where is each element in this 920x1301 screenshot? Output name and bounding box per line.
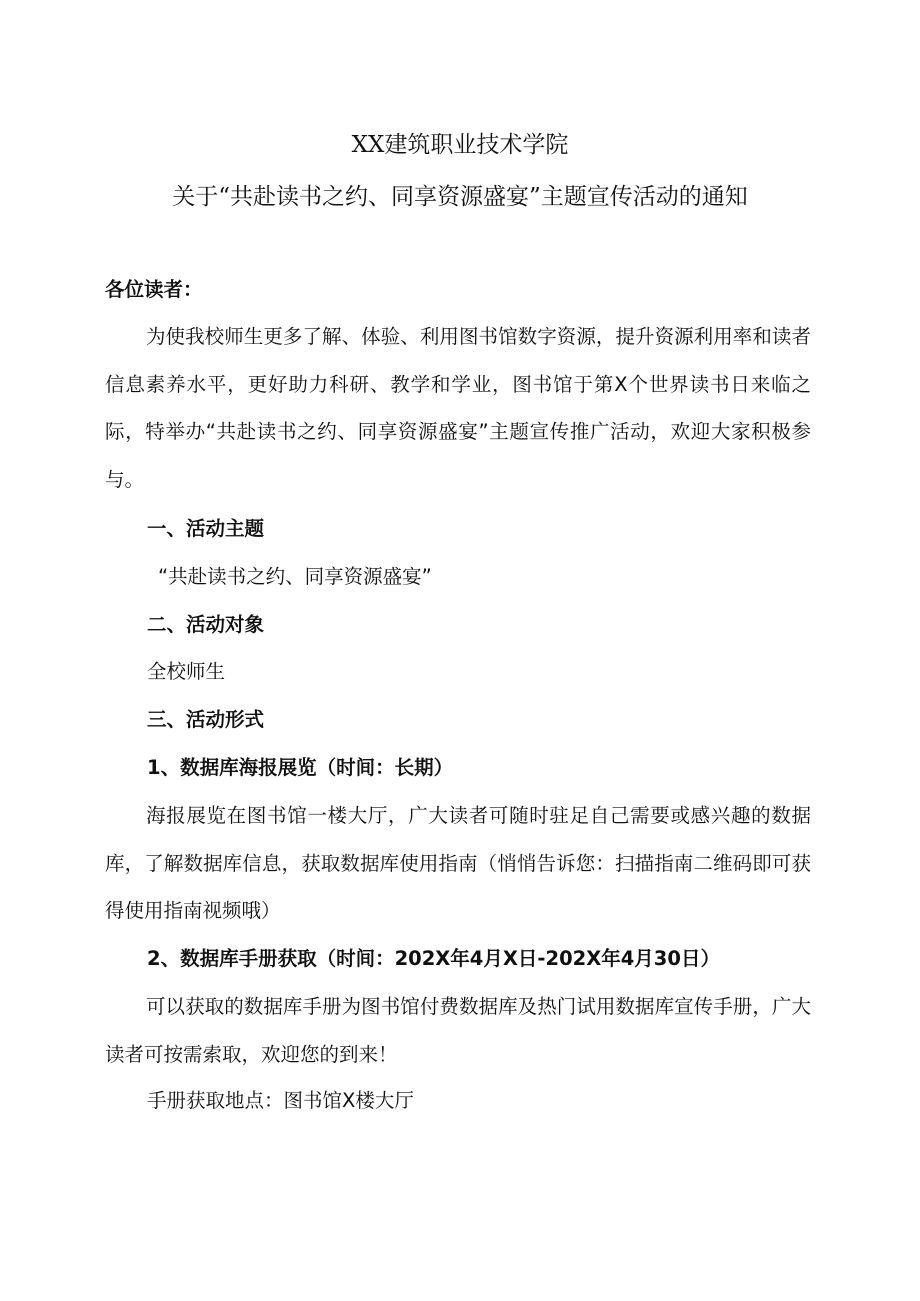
item2-heading: 2、数据库手册获取（时间：202X年4月X日-202X年4月30日） bbox=[147, 947, 720, 970]
audience-value: 全校师生 bbox=[147, 660, 226, 683]
item2-location: 手册获取地点：图书馆X楼大厅 bbox=[147, 1089, 414, 1112]
format-heading: 三、活动形式 bbox=[147, 708, 265, 731]
audience-heading: 二、活动对象 bbox=[147, 613, 265, 636]
salutation: 各位读者： bbox=[105, 278, 203, 301]
theme-heading: 一、活动主题 bbox=[147, 517, 265, 540]
intro-paragraph: 为使我校师生更多了解、体验、利用图书馆数字资源，提升资源利用率和读者信息素养水平，更好助力科研、教学和学业，图书馆于第X个世界读书日来临之际，特举办“共赴读书之约、同享资源盛宴”主题宣传推广活动，欢迎大家积极参与。 bbox=[105, 325, 811, 491]
item1-heading: 1、数据库海报展览（时间：长期） bbox=[147, 756, 454, 779]
school-title: XX建筑职业技术学院 bbox=[351, 132, 569, 158]
item1-body: 海报展览在图书馆一楼大厅，广大读者可随时驻足自己需要或感兴趣的数据库，了解数据库信息，获取数据库使用指南（悄悄告诉您：扫描指南二维码即可获得使用指南视频哦） bbox=[105, 804, 811, 922]
notice-title: 关于“共赴读书之约、同享资源盛宴”主题宣传活动的通知 bbox=[172, 184, 748, 210]
theme-value: “共赴读书之约、同享资源盛宴” bbox=[158, 565, 432, 588]
item2-body: 可以获取的数据库手册为图书馆付费数据库及热门试用数据库宣传手册，广大读者可按需索取，欢迎您的到来！ bbox=[105, 995, 811, 1066]
